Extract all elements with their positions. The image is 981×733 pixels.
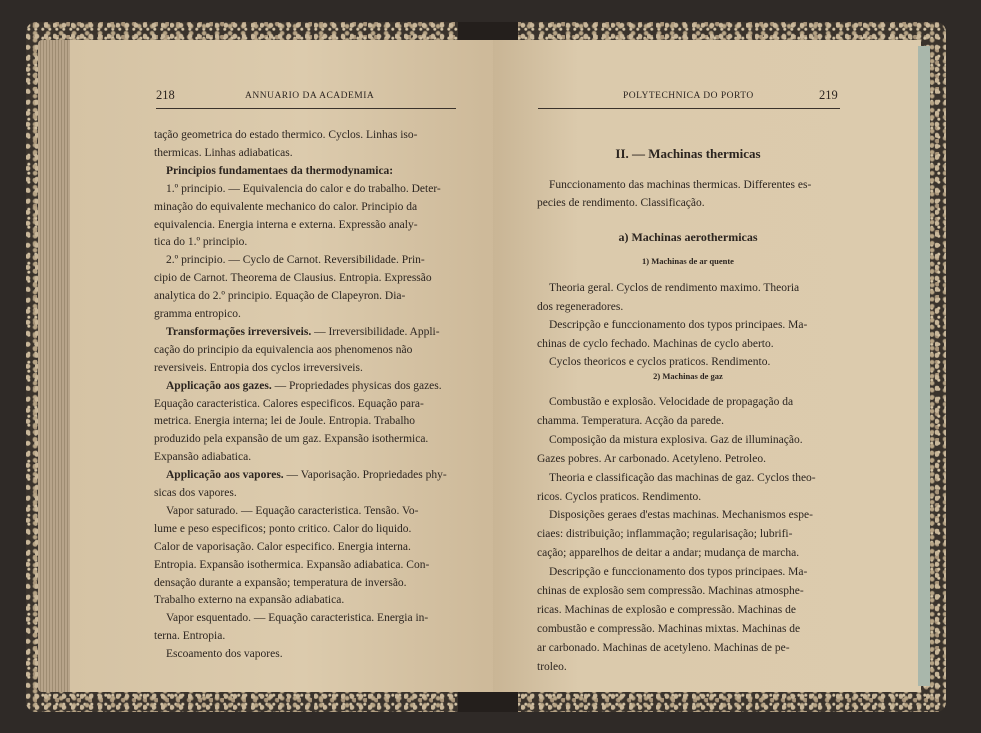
- text-line: cação do principio da equivalencia aos phenomenos não: [154, 343, 413, 356]
- text-line: Trabalho externo na expansão adiabatica.: [154, 594, 345, 607]
- text-line: Principios fundamentaes da thermodynamica:: [166, 164, 394, 177]
- text-line: terna. Entropia.: [154, 630, 226, 643]
- text-line: Theoria geral. Cyclos de rendimento maximo. Theoria: [549, 282, 800, 294]
- text-line: ricas. Machinas de explosão e compressão. Machinas de: [537, 603, 796, 616]
- text-line: Equação caracteristica. Calores especificos. Equação para-: [154, 397, 424, 410]
- text-line: thermicas. Linhas adiabaticas.: [154, 146, 293, 159]
- text-line: Entropia. Expansão isothermica. Expansão adiabatica. Con-: [154, 558, 430, 571]
- text-line: Descripção e funccionamento dos typos principaes. Ma-: [549, 566, 808, 579]
- text-line: lume e peso especificos; ponto critico. Calor do liquido.: [154, 522, 412, 535]
- text-line: Cyclos theoricos e cyclos praticos. Rendimento.: [549, 356, 771, 368]
- text-line: [166, 378, 442, 396]
- text-line: chamma. Temperatura. Acção da parede.: [537, 414, 725, 427]
- text-line: ciaes: distribuição; inflammação; regularisação; lubrifi-: [537, 528, 793, 541]
- text-line: sicas dos vapores.: [154, 487, 237, 499]
- page-edges-right: [918, 46, 930, 686]
- text-line: Vapor saturado. — Equação caracteristica. Tensão. Vo-: [166, 504, 419, 517]
- text-line: pecies de rendimento. Classificação.: [537, 196, 705, 209]
- text-line: chinas de explosão sem compressão. Machinas atmosphe-: [537, 585, 804, 597]
- text-line: Vapor esquentado. — Equação caracteristica. Energia in-: [166, 612, 429, 625]
- text-line: ar carbonado. Machinas de acetyleno. Machinas de pe-: [537, 641, 790, 654]
- section-title: II. — Machinas thermicas: [615, 146, 761, 161]
- text-line: ricos. Cyclos praticos. Rendimento.: [537, 490, 702, 503]
- page-number: 218: [156, 88, 175, 102]
- text-line: Combustão e explosão. Velocidade de propagação da: [549, 396, 794, 408]
- text-line: produzido pela expansão de um gaz. Expansão isothermica.: [154, 433, 429, 446]
- sub1-title: 1) Machinas de ar quente: [642, 256, 734, 266]
- text-line: Escoamento dos vapores.: [166, 648, 283, 661]
- lead-phrase: Applicação aos vapores.: [166, 469, 284, 482]
- text-line: troleo.: [537, 660, 567, 673]
- text-line: metrica. Energia interna; lei de Joule. Entropia. Trabalho: [154, 415, 416, 428]
- text-line: equivalencia. Energia interna e externa. Expressão analy-: [154, 218, 418, 231]
- text-line: combustão e compressão. Machinas mixtas. Machinas de: [537, 622, 801, 635]
- lead-phrase: Applicação aos gazes.: [166, 379, 272, 392]
- right-page: [493, 40, 921, 692]
- text-line: cipio de Carnot. Theorema de Clausius. Entropia. Expressão: [154, 272, 432, 285]
- text-line: Calor de vaporisação. Calor especifico. Energia interna.: [154, 540, 411, 553]
- header-rule: [156, 108, 456, 109]
- header-rule: [538, 108, 840, 109]
- text-line: minação do equivalente mechanico do calor. Principio da: [154, 200, 418, 213]
- sub2-title: 2) Machinas de gaz: [653, 371, 723, 381]
- text-line: cação; apparelhos de deitar a andar; mudança de marcha.: [537, 547, 800, 560]
- text-line: [166, 324, 440, 342]
- subsection-title: a) Machinas aerothermicas: [618, 230, 758, 244]
- text-line: [166, 467, 447, 485]
- text-line: chinas de cyclo fechado. Machinas de cyclo aberto.: [537, 337, 774, 350]
- text-line: reversiveis. Entropia dos cyclos irreversiveis.: [154, 361, 363, 374]
- text-line: Gazes pobres. Ar carbonado. Acetyleno. Petroleo.: [537, 452, 766, 465]
- text-line: Theoria e classificação das machinas de gaz. Cyclos theo-: [549, 471, 816, 484]
- text-line: 2.º principio. — Cyclo de Carnot. Reversibilidade. Prin-: [166, 254, 425, 267]
- text-line: dos regeneradores.: [537, 300, 624, 313]
- text-line: Expansão adiabatica.: [154, 451, 252, 464]
- text-line: tação geometrica do estado thermico. Cyclos. Linhas iso-: [154, 129, 418, 141]
- text-line: Funccionamento das machinas thermicas. Differentes es-: [549, 179, 812, 191]
- running-head: ANNUARIO DA ACADEMIA: [245, 91, 375, 101]
- text-line: Descripção e funccionamento dos typos principaes. Ma-: [549, 319, 808, 331]
- text-line: Composição da mistura explosiva. Gaz de illuminação.: [549, 433, 803, 446]
- lead-phrase: Transformações irreversiveis.: [166, 325, 312, 338]
- text-line: tica do 1.º principio.: [154, 236, 248, 249]
- text-line: densação durante a expansão; temperatura de inversão.: [154, 576, 407, 589]
- line-rest: — Irreversibilidade. Appli-: [311, 325, 440, 338]
- text-line: 1.º principio. — Equivalencia do calor e do trabalho. Deter-: [166, 182, 441, 195]
- text-line: gramma entropico.: [154, 308, 241, 320]
- left-page: [70, 40, 496, 692]
- line-rest: — Vaporisação. Propriedades phy-: [283, 469, 447, 482]
- text-line: analytica do 2.º principio. Equação de Clapeyron. Dia-: [154, 290, 406, 303]
- running-head: POLYTECHNICA DO PORTO: [623, 91, 754, 101]
- text-line: Disposições geraes d'estas machinas. Mechanismos espe-: [549, 509, 813, 522]
- page-number: 219: [819, 88, 838, 102]
- line-rest: — Propriedades physicas dos gazes.: [271, 379, 442, 392]
